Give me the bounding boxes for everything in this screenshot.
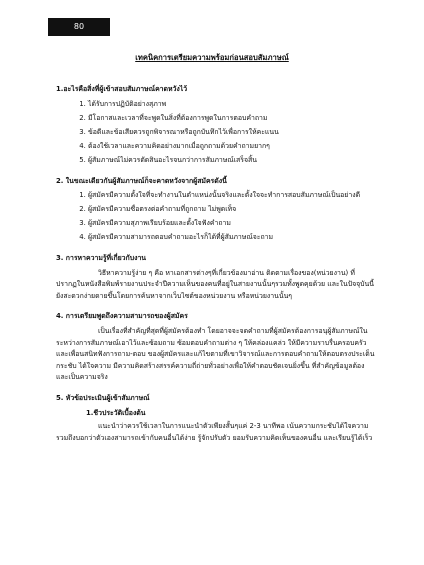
section-expectations-of-interviewer xyxy=(56,176,376,244)
list-item: 4. ผู้สมัครมีความสามารถตอบคำถามอะไรก็ได้ที่ผู้สัมภาษณ์จะถาม xyxy=(88,232,376,244)
section-expectations-of-candidate xyxy=(56,84,376,167)
section-heading: 5. หัวข้อประเมินผู้เข้าสัมภาษณ์ xyxy=(56,393,150,402)
document-body xyxy=(56,84,376,453)
document-title: เทคนิคการเตรียมความพร้อมก่อนสอบสัมภาษณ์ xyxy=(135,53,289,62)
section-job-knowledge xyxy=(56,253,376,302)
numbered-list xyxy=(56,190,376,244)
subsection-heading: 1.ชีวประวัติเบื้องต้น xyxy=(86,408,146,417)
list-item: 4. ต้องใช้เวลาและความคิดอย่างมากเมื่อถูกถามด้วยคำถามยากๆ xyxy=(88,141,376,153)
section-heading: 2. ในขณะเดียวกันผู้สัมภาษณ์ก็จะคาดหวังจากผู้สมัครดังนี้ xyxy=(56,176,227,185)
list-item: 2. มีโอกาสและเวลาที่จะพูดในสิ่งที่ต้องการพูดในการตอบคำถาม xyxy=(88,113,376,125)
page-number-badge: 80 xyxy=(48,18,110,36)
section-ability-preparation xyxy=(56,311,376,384)
section-paragraph: เป็นเรื่องที่สำคัญที่สุดที่ผู้สมัครต้องทำ โดยอาจจะจดคำถามที่ผู้สมัครต้องการอนุผู้สัมภาษณ์ในระหว่างการสัมภาษณ์เอาไว้และซ้อมถาม ซ้อมตอบคำถามต่าง ๆ ให้คล่องแคล่ว ให้มีความราบรื่นครอบครัวและเพื่อนสนิทฟังการถาม-ตอบ ของผู้สมัครและแก้ไขตามที่เขาวิจารณ์และการตอบคำถามให้ตอบตรงประเด็น กระชับ ได้ใจความ มีความคิดสร้างสรรค์ความถี่ถ่ายทั่วอย่างเพื่อให้คำตอบชัดเจนยิ่งขึ้น ที่สำคัญข้อมูลต้องและเป็นความจริง xyxy=(56,327,375,382)
section-heading: 1.อะไรคือสิ่งที่ผู้เข้าสอบสัมภาษณ์คาดหวังไว้ xyxy=(56,85,188,93)
list-item: 3. ข้อดีและข้อเสียควรถูกพิจารณาหรือถูกบันทึกไว้เพื่อการให้คะแนน xyxy=(88,127,376,139)
section-paragraph: แนะนำว่าควรใช้เวลาในการแนะนำตัวเพียงสั้นๆแค่ 2-3 นาทีพอ เน้นความกระชับได้ใจความ รวมถึงบอกว่าตัวเองสามารถเข้ากับคนอื่นได้ง่าย รู้จักปรับตัว ยอมรับความคิดเห็นของคนอื่น และเรียนรู้ได้เร็ว xyxy=(56,422,373,442)
list-item: 1. ได้รับการปฏิบัติอย่างสุภาพ xyxy=(88,99,376,111)
section-heading: 3. การหาความรู้ที่เกี่ยวกับงาน xyxy=(56,254,147,263)
list-item: 3. ผู้สมัครมีความสุภาพเรียบร้อยและตั้งใจฟังคำถาม xyxy=(88,218,376,230)
numbered-list xyxy=(56,99,376,167)
section-evaluation-topics xyxy=(56,393,376,444)
section-paragraph: วิธีหาความรู้ง่าย ๆ คือ หาเอกสารต่างๆที่เกี่ยวข้องมาอ่าน ติดตามเรื่องของ(หน่วยงาน) ที่ ปรากฏในหนังสือพิมพ์รายงานประจำปีความเห็นของคนที่อยู่ในสายงานนั้นๆรวมทั้งพูดคุยด้วย และในปัจจุบันนี้ยังสะดวกง่ายดายขึ้นโดยการค้นหาจากเว็บไซต์ของหน่วยงาน หรือหน่วยงานนั้นๆ xyxy=(56,268,374,300)
list-item: 1. ผู้สมัครมีความตั้งใจที่จะทำงานในตำแหน่งนั้นจริงและตั้งใจจะทำการสอบสัมภาษณ์เป็นอย่างดี xyxy=(88,190,376,202)
list-item: 2. ผู้สมัครมีความซื่อตรงต่อคำถามที่ถูกถาม ไม่พูดเท็จ xyxy=(88,204,376,216)
list-item: 5. ผู้สัมภาษณ์ไม่ควรตัดสินอะไรจนกว่าการสัมภาษณ์เสร็จสิ้น xyxy=(88,155,376,167)
section-heading: 4. การเตรียมพูดถึงความสามารถของผู้สมัคร xyxy=(56,312,188,321)
